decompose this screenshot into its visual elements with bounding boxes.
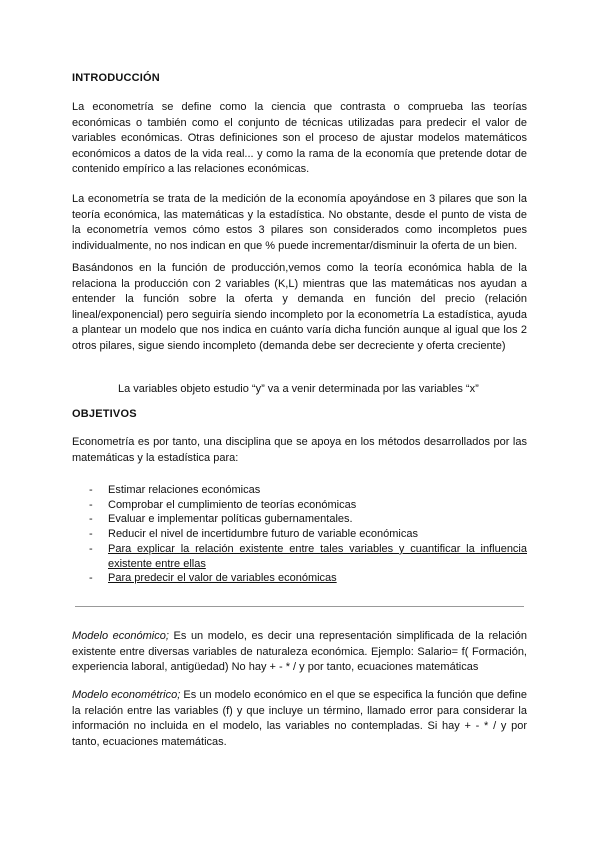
modelo-economico-text: Es un modelo, es decir una representación simplificada de la relación existente entre diversas variables de naturaleza económica. Ejemplo: Salario= f( Formación, experiencia laboral, antigüedad) No hay + - * / y por tanto, ecuaciones matemáticas [72, 630, 527, 673]
list-item-text: Reducir el nivel de incertidumbre futuro de variable económicas [108, 528, 418, 541]
list-item [72, 542, 527, 571]
list-item [72, 512, 527, 527]
list-item-text: Para explicar la relación existente entre tales variables y cuantificar la influencia existente entre ellas [108, 542, 527, 570]
objetivos-list [72, 483, 527, 586]
dash-bullet: - [89, 542, 93, 555]
list-item-text: Estimar relaciones económicas [108, 484, 261, 496]
list-item [72, 527, 527, 542]
list-item [72, 498, 527, 513]
objetivos-paragraph: Econometría es por tanto, una disciplina que se apoya en los métodos desarrollados por las matemáticas y la estadística para: [72, 436, 527, 464]
list-item [72, 483, 527, 498]
modelo-economico-paragraph [72, 629, 527, 676]
dash-bullet: - [89, 498, 93, 511]
list-item-text: Para predecir el valor de variables económicas [108, 572, 337, 585]
intro-paragraph-1: La econometría se define como la ciencia que contrasta o comprueba las teorías económicas o también como el conjunto de técnicas utilizadas para predecir el valor de variables económicas. Otras definiciones son el proceso de ajustar modelos matemáticos económicos a datos de la vida real... y como la rama de la economía que pretende dotar de contenido empírico a las relaciones económicas. [72, 101, 527, 175]
objetivos-heading: OBJETIVOS [72, 408, 137, 420]
modelo-economico-term: Modelo económico; [72, 630, 169, 642]
dash-bullet: - [89, 484, 93, 496]
list-item-text: Evaluar e implementar políticas gubernamentales. [108, 513, 353, 526]
intro-heading: INTRODUCCIÓN [72, 72, 160, 84]
horizontal-divider [75, 606, 524, 607]
modelo-econometrico-paragraph [72, 688, 527, 750]
list-item [72, 571, 527, 586]
list-item-text: Comprobar el cumplimiento de teorías económicas [108, 498, 357, 511]
dash-bullet: - [89, 572, 93, 585]
dash-bullet: - [89, 513, 93, 526]
modelo-econometrico-term: Modelo econométrico; [72, 689, 181, 701]
intro-paragraph-3: Basándonos en la función de producción,vemos como la teoría económica habla de la relaciona la producción con 2 variables (K,L) mientras que las matemáticas nos ayudan a entender la función sobre la oferta y demanda en función del precio (relación lineal/exponencial) pero seguiría siendo incompleto por la econometría La estadística, ayuda a plantear un modelo que nos indica en cuánto varía dicha función aunque al igual que los 2 otros pilares, sigue siendo incompleto (demanda debe ser decreciente y oferta creciente) [72, 262, 527, 352]
dash-bullet: - [89, 528, 93, 541]
modelo-econometrico-text: Es un modelo económico en el que se especifica la función que define la relación entre las variables (f) y que incluye un término, llamado error para considerar la información no incluida en el modelo, las variables no contempladas. Si hay + - * / y por tanto, ecuaciones matemáticas. [72, 689, 527, 748]
centered-statement: La variables objeto estudio “y” va a venir determinada por las variables “x” [118, 383, 479, 395]
intro-paragraph-2: La econometría se trata de la medición de la economía apoyándose en 3 pilares que son la teoría económica, las matemáticas y la estadística. No obstante, desde el punto de vista de la econometría vemos cómo estos 3 pilares son considerados como incompletos pues individualmente, no nos indican en que % puede incrementar/disminuir la oferta de un bien. [72, 193, 527, 252]
